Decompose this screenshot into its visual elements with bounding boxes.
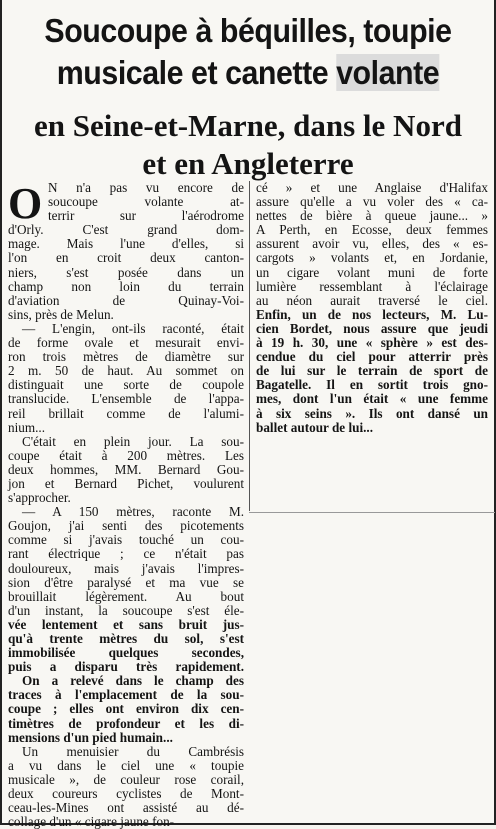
col1-line: puis a disparu très rapidement.	[8, 659, 244, 675]
col1-line: translucide. L'ensemble de l'appa-	[8, 391, 244, 407]
subheadline-line-2: et en Angleterre	[142, 146, 354, 181]
col2-line: A Perth, en Ecosse, deux femmes	[256, 222, 488, 238]
col1-line: — L'engin, ont-ils raconté, était	[22, 320, 244, 336]
col1-line: On a relevé dans le champ des	[22, 673, 244, 689]
column-end-rule	[249, 512, 495, 513]
col1-line: d'Orly. C'est grand dom-	[8, 222, 244, 238]
col1-line: soucoupe volante at-	[48, 194, 244, 210]
col1-line: l'on en croit deux canton-	[8, 250, 244, 266]
col2-line: à 19 h. 30, une « sphère » est des-	[256, 335, 488, 351]
col1-line: champ non loin du terrain	[8, 278, 244, 294]
col2-line: lumière ressemblant à l'éclairage	[256, 278, 488, 294]
col1-line: de forme ovale et mesurait envi-	[8, 335, 244, 351]
col1-line: musicale », de couleur rose corail,	[8, 771, 244, 787]
col1-line: a vu dans le ciel une « toupie	[8, 757, 244, 773]
col1-line: mensions d'un pied humain...	[8, 729, 173, 745]
col1-line: s'approcher.	[8, 490, 71, 506]
col2-line: mes, dont l'un était « une femme	[256, 391, 488, 407]
col1-line: douloureux, mais j'avais l'impres-	[8, 560, 244, 576]
col1-line: jon et Bernard Pichet, voulurent	[8, 475, 244, 491]
subheadline-line-1: en Seine-et-Marne, dans le Nord	[34, 108, 462, 143]
col1-line: terrir sur l'aérodrome	[48, 208, 244, 224]
col1-line: coupe ; elles ont environ dix cen-	[8, 701, 244, 717]
col1-line: coupe était à 200 mètres. Les	[8, 447, 244, 463]
col2-line: cargots » volants et, en Jordanie,	[256, 250, 488, 266]
col2-line: cé » et une Anglaise d'Halifax	[256, 180, 488, 195]
col1-line: mage. Mais l'une d'elles, si	[8, 236, 244, 252]
col1-line: comme si j'avais touché un cou-	[8, 532, 244, 548]
col1-line: ron trois mètres de diamètre sur	[8, 349, 244, 365]
col1-line: C'était en plein jour. La sou-	[22, 433, 244, 449]
col2-line: cien Bordet, nous assure que jeudi	[256, 320, 488, 336]
col1-line: ceau-les-Mines ont assisté au dé-	[8, 800, 244, 816]
col1-line: collage d'un « cigare jaune fon-	[8, 814, 175, 829]
drop-cap: O	[8, 179, 43, 228]
headline-line-2	[20, 54, 476, 92]
col1-line: d'aviation de Quinay-Voi-	[8, 292, 244, 308]
col1-line: qu'à trente mètres du sol, s'est	[8, 631, 244, 646]
col1-line: vée lentement et sans bruit jus-	[8, 616, 244, 632]
col1-line: niers, s'est posée dans un	[8, 264, 244, 280]
col1-line: — A 150 mètres, raconte M.	[22, 504, 244, 520]
headline-line-2-text: musicale et canette	[56, 54, 337, 91]
col2-line: Bagatelle. Il en sortit trois gno-	[256, 377, 488, 393]
col1-line: traces à l'emplacement de la sou-	[8, 687, 244, 703]
col2-line: un cigare volant muni de forte	[256, 264, 488, 280]
col2-line: cendue du ciel pour atterrir près	[256, 349, 488, 365]
col2-line: nettes de bière à queue jaune... »	[256, 208, 488, 224]
col1-line: Goujon, j'ai senti des picotements	[8, 518, 244, 534]
headline-line-1: Soucoupe à béquilles, toupie	[44, 12, 452, 49]
col2-line: ballet autour de lui...	[256, 419, 373, 435]
col1-line: deux hommes, MM. Bernard Gou-	[8, 461, 244, 477]
column-divider	[249, 181, 250, 511]
col1-line: distinguait une sorte de coupole	[8, 377, 244, 393]
col1-line: Un menuisier du Cambrésis	[22, 743, 244, 759]
col2-line: à six seins ». Ils ont dansé un	[256, 405, 488, 421]
col1-line: timètres de profondeur et les di-	[8, 715, 244, 731]
col1-line: sins, près de Melun.	[8, 306, 114, 322]
headline-highlight-volante: volante	[336, 54, 440, 91]
article-column-2	[256, 181, 488, 435]
col1-line: N n'a pas vu encore de	[48, 180, 244, 195]
col1-line: brouillait légèrement. Au bout	[8, 588, 244, 604]
col1-line: reil brillait comme de l'alumi-	[8, 405, 244, 421]
col1-line: d'un instant, la soucoupe s'est éle-	[8, 602, 244, 618]
col2-line: de lui sur le terrain de sport de	[256, 363, 488, 379]
col2-line: assure qu'elle a vu voler des « ca-	[256, 194, 488, 210]
col1-line: immobilisée quelques secondes,	[8, 645, 244, 661]
col1-line: rant électrique ; ce n'était pas	[8, 546, 244, 562]
col1-line: deux coureurs cyclistes de Mont-	[8, 786, 244, 802]
col2-line: au néon aurait traversé le ciel.	[256, 292, 488, 308]
col2-line: Enfin, un de nos lecteurs, M. Lu-	[256, 306, 488, 322]
col1-line: 2 m. 50 de haut. Au sommet on	[8, 363, 244, 379]
col2-line: assurent avoir vu, elles, des « es-	[256, 236, 488, 252]
col1-line: nium...	[8, 419, 45, 435]
article-column-1	[8, 181, 244, 829]
col1-line: sion d'être paralysé et ma vue se	[8, 574, 244, 590]
